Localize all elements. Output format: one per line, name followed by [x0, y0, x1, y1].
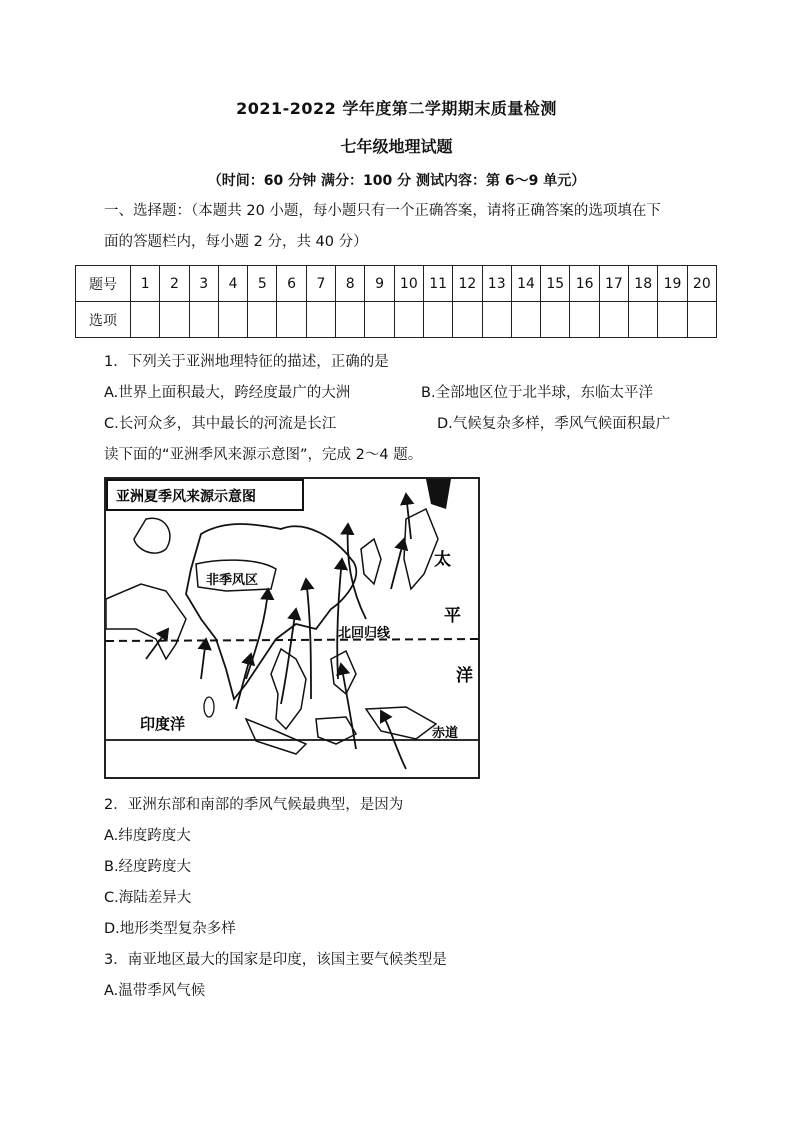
- answer-number-cell: 20: [687, 266, 716, 302]
- exam-info: （时间：60 分钟 满分：100 分 测试内容：第 6～9 单元）: [207, 173, 586, 189]
- asia-summer-monsoon-map: [104, 477, 480, 779]
- answer-input-cell[interactable]: [423, 302, 452, 338]
- answer-table-number-row: [76, 266, 717, 302]
- answer-number-cell: 15: [541, 266, 570, 302]
- korea-peninsula: [361, 539, 381, 584]
- answer-input-cell[interactable]: [658, 302, 687, 338]
- question-3-stem: 3．南亚地区最大的国家是印度，该国主要气候类型是: [104, 952, 447, 968]
- question-2-option-d: D.地形类型复杂多样: [104, 921, 236, 937]
- answer-number-cell: 18: [629, 266, 658, 302]
- answer-number-cell: 11: [423, 266, 452, 302]
- exam-subtitle: 七年级地理试题: [340, 137, 453, 156]
- map-title: 亚洲夏季风来源示意图: [116, 489, 256, 505]
- arabian-landmass: [134, 518, 170, 553]
- question-1-option-b: B.全部地区位于北半球，东临太平洋: [421, 385, 654, 401]
- section-instruction-line2: 面的答题栏内，每小题 2 分，共 40 分）: [104, 234, 368, 250]
- answer-input-cell[interactable]: [599, 302, 628, 338]
- answer-number-cell: 16: [570, 266, 599, 302]
- answer-input-cell[interactable]: [189, 302, 218, 338]
- answer-input-cell[interactable]: [453, 302, 482, 338]
- pacific-label-2: 平: [444, 606, 461, 626]
- answer-input-cell[interactable]: [306, 302, 335, 338]
- answer-table-option-label: 选项: [76, 302, 131, 338]
- section-instruction-line1: 一、选择题：（本题共 20 小题，每小题只有一个正确答案，请将正确答案的选项填在下: [104, 203, 661, 219]
- non-monsoon-label: 非季风区: [206, 573, 259, 588]
- answer-number-cell: 8: [336, 266, 365, 302]
- question-1-option-d: D.气候复杂多样，季风气候面积最广: [437, 416, 671, 432]
- answer-input-cell[interactable]: [365, 302, 394, 338]
- answer-number-cell: 2: [160, 266, 189, 302]
- answer-input-cell[interactable]: [336, 302, 365, 338]
- answer-number-cell: 4: [218, 266, 247, 302]
- arabia-peninsula: [106, 584, 186, 659]
- answer-table-option-row: [76, 302, 717, 338]
- answer-table: [75, 265, 717, 338]
- monsoon-arrow: [391, 539, 404, 589]
- answer-input-cell[interactable]: [629, 302, 658, 338]
- question-1-option-c: C.长河众多，其中最长的河流是长江: [104, 416, 337, 432]
- pacific-label-3: 洋: [456, 666, 473, 686]
- question-2-option-a: A.纬度跨度大: [104, 828, 191, 844]
- answer-number-cell: 9: [365, 266, 394, 302]
- answer-input-cell[interactable]: [541, 302, 570, 338]
- sri-lanka-like-island: [204, 697, 214, 717]
- new-guinea: [366, 707, 436, 739]
- answer-input-cell[interactable]: [218, 302, 247, 338]
- exam-title: 2021-2022 学年度第二学期期末质量检测: [236, 99, 557, 118]
- question-2-option-b: B.经度跨度大: [104, 859, 192, 875]
- kamchatka: [426, 479, 451, 509]
- answer-number-cell: 12: [453, 266, 482, 302]
- question-1-stem: 1．下列关于亚洲地理特征的描述，正确的是: [104, 354, 389, 370]
- map-read-instruction: 读下面的“亚洲季风来源示意图”，完成 2～4 题。: [104, 447, 423, 463]
- question-3-option-a: A.温带季风气候: [104, 983, 206, 999]
- answer-number-cell: 5: [248, 266, 277, 302]
- question-2-option-c: C.海陆差异大: [104, 890, 192, 906]
- question-1-option-a: A.世界上面积最大，跨经度最广的大洲: [104, 385, 351, 401]
- tropic-label: 北回归线: [338, 626, 391, 641]
- answer-input-cell[interactable]: [570, 302, 599, 338]
- answer-number-cell: 17: [599, 266, 628, 302]
- answer-number-cell: 1: [131, 266, 160, 302]
- answer-number-cell: 3: [189, 266, 218, 302]
- map-graphic: [106, 479, 478, 777]
- answer-number-cell: 7: [306, 266, 335, 302]
- pacific-label-1: 太: [434, 550, 451, 570]
- question-2-stem: 2．亚洲东部和南部的季风气候最典型，是因为: [104, 797, 404, 813]
- equator-label: 赤道: [432, 726, 459, 741]
- answer-input-cell[interactable]: [277, 302, 306, 338]
- answer-number-cell: 13: [482, 266, 511, 302]
- answer-number-cell: 6: [277, 266, 306, 302]
- answer-table-number-label: 题号: [76, 266, 131, 302]
- answer-input-cell[interactable]: [131, 302, 160, 338]
- indian-ocean-label: 印度洋: [140, 715, 186, 733]
- answer-number-cell: 14: [511, 266, 540, 302]
- answer-input-cell[interactable]: [511, 302, 540, 338]
- answer-input-cell[interactable]: [160, 302, 189, 338]
- answer-input-cell[interactable]: [248, 302, 277, 338]
- monsoon-arrow: [201, 639, 206, 679]
- answer-input-cell[interactable]: [394, 302, 423, 338]
- sumatra-island: [246, 719, 306, 754]
- answer-input-cell[interactable]: [482, 302, 511, 338]
- answer-number-cell: 10: [394, 266, 423, 302]
- answer-input-cell[interactable]: [687, 302, 716, 338]
- answer-number-cell: 19: [658, 266, 687, 302]
